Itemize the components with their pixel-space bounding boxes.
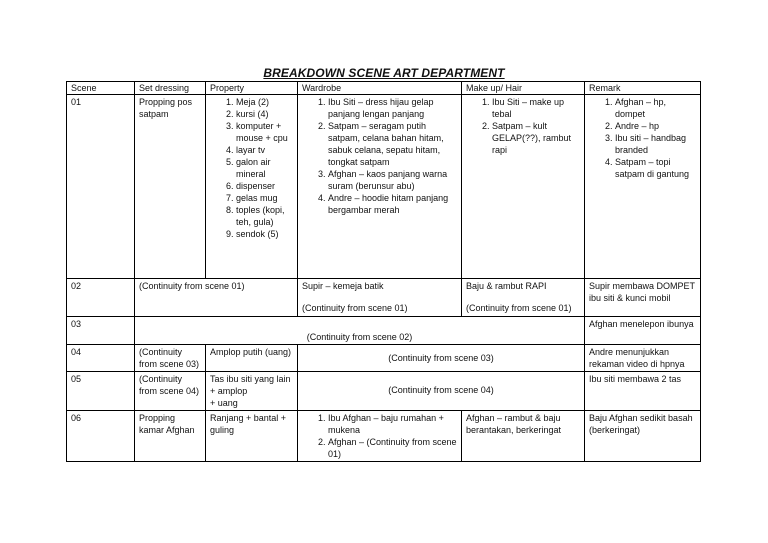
list-item: 3. Ibu siti – handbag branded	[615, 132, 696, 156]
list-item: 7. gelas mug	[236, 192, 293, 204]
list-item: 1. Ibu Afghan – baju rumahan + mukena	[328, 412, 457, 436]
table-row	[67, 411, 701, 462]
continuity-cell: (Continuity from scene 03)	[298, 345, 585, 372]
list-item: 4. Satpam – topi satpam di gantung	[615, 156, 696, 180]
scene-number: 01	[67, 95, 135, 279]
page-title: BREAKDOWN SCENE ART DEPARTMENT	[263, 66, 505, 80]
makeup-cell: Afghan – rambut & baju berantakan, berkeringat	[462, 411, 585, 462]
header-remark: Remark	[585, 82, 701, 95]
table-row	[67, 372, 701, 411]
property-cell: Ranjang + bantal + guling	[206, 411, 298, 462]
set-dressing-cell: (Continuity from scene 04)	[135, 372, 206, 411]
table-row	[67, 345, 701, 372]
continuity-cell: (Continuity from scene 04)	[298, 372, 585, 411]
property-cell	[206, 95, 298, 279]
set-dressing-cell: Propping kamar Afghan	[135, 411, 206, 462]
table-row	[67, 279, 701, 317]
header-wardrobe: Wardrobe	[298, 82, 462, 95]
wardrobe-text: Supir – kemeja batik	[302, 281, 384, 291]
property-cell	[206, 372, 298, 411]
wardrobe-cell	[298, 411, 462, 462]
list-item: 1. Ibu Siti – make up tebal	[492, 96, 580, 120]
property-line: Tas ibu siti yang lain	[210, 374, 291, 384]
list-item: 2. Satpam – kult GELAP(??), rambut rapi	[492, 120, 580, 156]
header-property: Property	[206, 82, 298, 95]
list-item: 1. Afghan – hp, dompet	[615, 96, 696, 120]
scene-number: 06	[67, 411, 135, 462]
remark-cell: Supir membawa DOMPET ibu siti & kunci mobil	[585, 279, 701, 317]
list-item: 4. Andre – hoodie hitam panjang bergambar merah	[328, 192, 457, 216]
list-item: 1. Meja (2)	[236, 96, 293, 108]
list-item: 2. Satpam – seragam putih satpam, celana bahan hitam, sabuk celana, sepatu hitam, tongkat satpam	[328, 120, 457, 168]
property-cell: Amplop putih (uang)	[206, 345, 298, 372]
list-item: 2. Andre – hp	[615, 120, 696, 132]
remark-cell: Andre menunjukkan rekaman video di hpnya	[585, 345, 701, 372]
list-item: 2. Afghan – (Continuity from scene 01)	[328, 436, 457, 460]
scene-number: 03	[67, 317, 135, 345]
remark-cell: Baju Afghan sedikit basah (berkeringat)	[585, 411, 701, 462]
header-makeup-hair: Make up/ Hair	[462, 82, 585, 95]
makeup-text: Baju & rambut RAPI	[466, 281, 547, 291]
remark-cell	[585, 95, 701, 279]
continuity-note: (Continuity from scene 01)	[302, 303, 408, 313]
continuity-cell: (Continuity from scene 01)	[135, 279, 298, 317]
makeup-cell	[462, 279, 585, 317]
breakdown-table	[66, 81, 701, 462]
header-scene: Scene	[67, 82, 135, 95]
set-dressing-cell: Propping pos satpam	[135, 95, 206, 279]
property-line: + uang	[210, 398, 238, 408]
property-line: + amplop	[210, 386, 248, 396]
list-item: 9. sendok (5)	[236, 228, 293, 240]
continuity-note: (Continuity from scene 01)	[466, 303, 572, 313]
list-item: 1. Ibu Siti – dress hijau gelap panjang lengan panjang	[328, 96, 457, 120]
remark-list	[589, 96, 696, 180]
list-item: 8. toples (kopi, teh, gula)	[236, 204, 293, 228]
list-item: 6. dispenser	[236, 180, 293, 192]
list-item: 2. kursi (4)	[236, 108, 293, 120]
scene-number: 05	[67, 372, 135, 411]
wardrobe-list	[302, 96, 457, 216]
property-list	[210, 96, 293, 240]
table-row	[67, 317, 701, 345]
table-row	[67, 95, 701, 279]
wardrobe-cell	[298, 95, 462, 279]
continuity-cell: (Continuity from scene 02)	[135, 317, 585, 345]
list-item: 3. komputer + mouse + cpu	[236, 120, 293, 144]
list-item: 3. Afghan – kaos panjang warna suram (berunsur abu)	[328, 168, 457, 192]
list-item: 5. galon air mineral	[236, 156, 293, 180]
list-item: 4. layar tv	[236, 144, 293, 156]
scene-number: 02	[67, 279, 135, 317]
wardrobe-cell	[298, 279, 462, 317]
remark-cell: Afghan menelepon ibunya	[585, 317, 701, 345]
scene-number: 04	[67, 345, 135, 372]
header-set-dressing: Set dressing	[135, 82, 206, 95]
set-dressing-cell: (Continuity from scene 03)	[135, 345, 206, 372]
remark-cell: Ibu siti membawa 2 tas	[585, 372, 701, 411]
makeup-cell	[462, 95, 585, 279]
makeup-list	[466, 96, 580, 156]
wardrobe-list	[302, 412, 457, 460]
header-row	[67, 82, 701, 95]
